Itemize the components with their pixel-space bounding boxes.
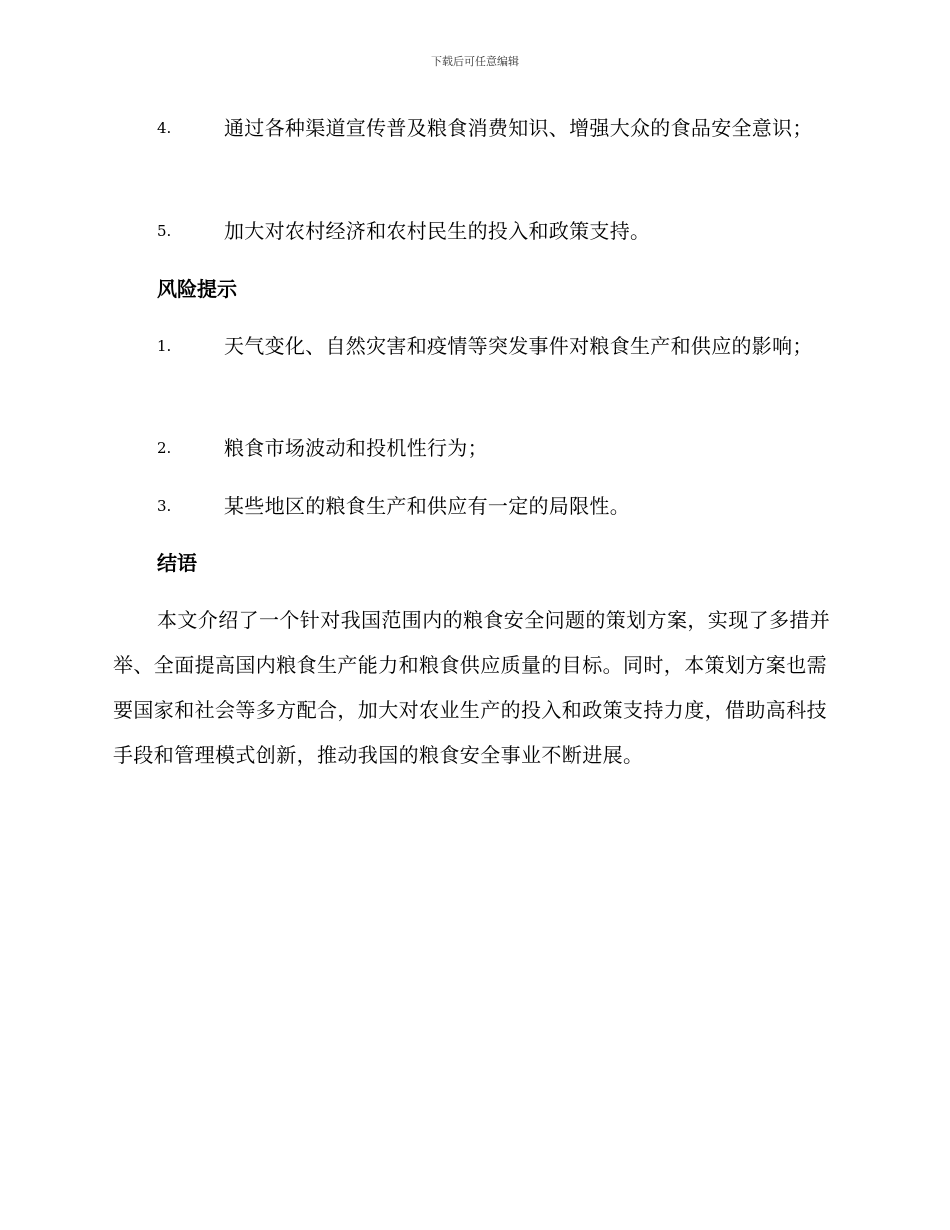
- list-item-text: 天气变化、自然灾害和疫情等突发事件对粮食生产和供应的影响；: [224, 334, 813, 358]
- list-item-text: 某些地区的粮食生产和供应有一定的局限性。: [224, 494, 630, 518]
- list-item-number: 4.: [157, 119, 172, 137]
- page-header: 下载后可任意编辑: [431, 55, 519, 68]
- list-item: [113, 106, 835, 151]
- list-item-number: 3.: [157, 497, 172, 515]
- list-item: [113, 324, 835, 369]
- list-item-number: 5.: [157, 222, 172, 240]
- conclusion-paragraph: 本文介绍了一个针对我国范围内的粮食安全问题的策划方案，实现了多措并举、全面提高国内粮食生产能力和粮食供应质量的目标。同时，本策划方案也需要国家和社会等多方配合，加大对农业生产的投入和政策支持力度，借助高科技手段和管理模式创新，推动我国的粮食安全事业不断进展。: [113, 608, 831, 767]
- list-item-number: 1.: [157, 337, 172, 355]
- section-heading-risk: 风险提示: [157, 277, 237, 301]
- list-item-text: 通过各种渠道宣传普及粮食消费知识、增强大众的食品安全意识；: [224, 116, 813, 140]
- list-item-text: 加大对农村经济和农村民生的投入和政策支持。: [224, 219, 651, 243]
- section-heading-conclusion: 结语: [157, 551, 197, 575]
- list-item: [113, 484, 835, 529]
- list-item: [113, 426, 835, 471]
- list-item: [113, 209, 835, 254]
- list-item-number: 2.: [157, 439, 172, 457]
- list-item-text: 粮食市场波动和投机性行为；: [224, 436, 488, 460]
